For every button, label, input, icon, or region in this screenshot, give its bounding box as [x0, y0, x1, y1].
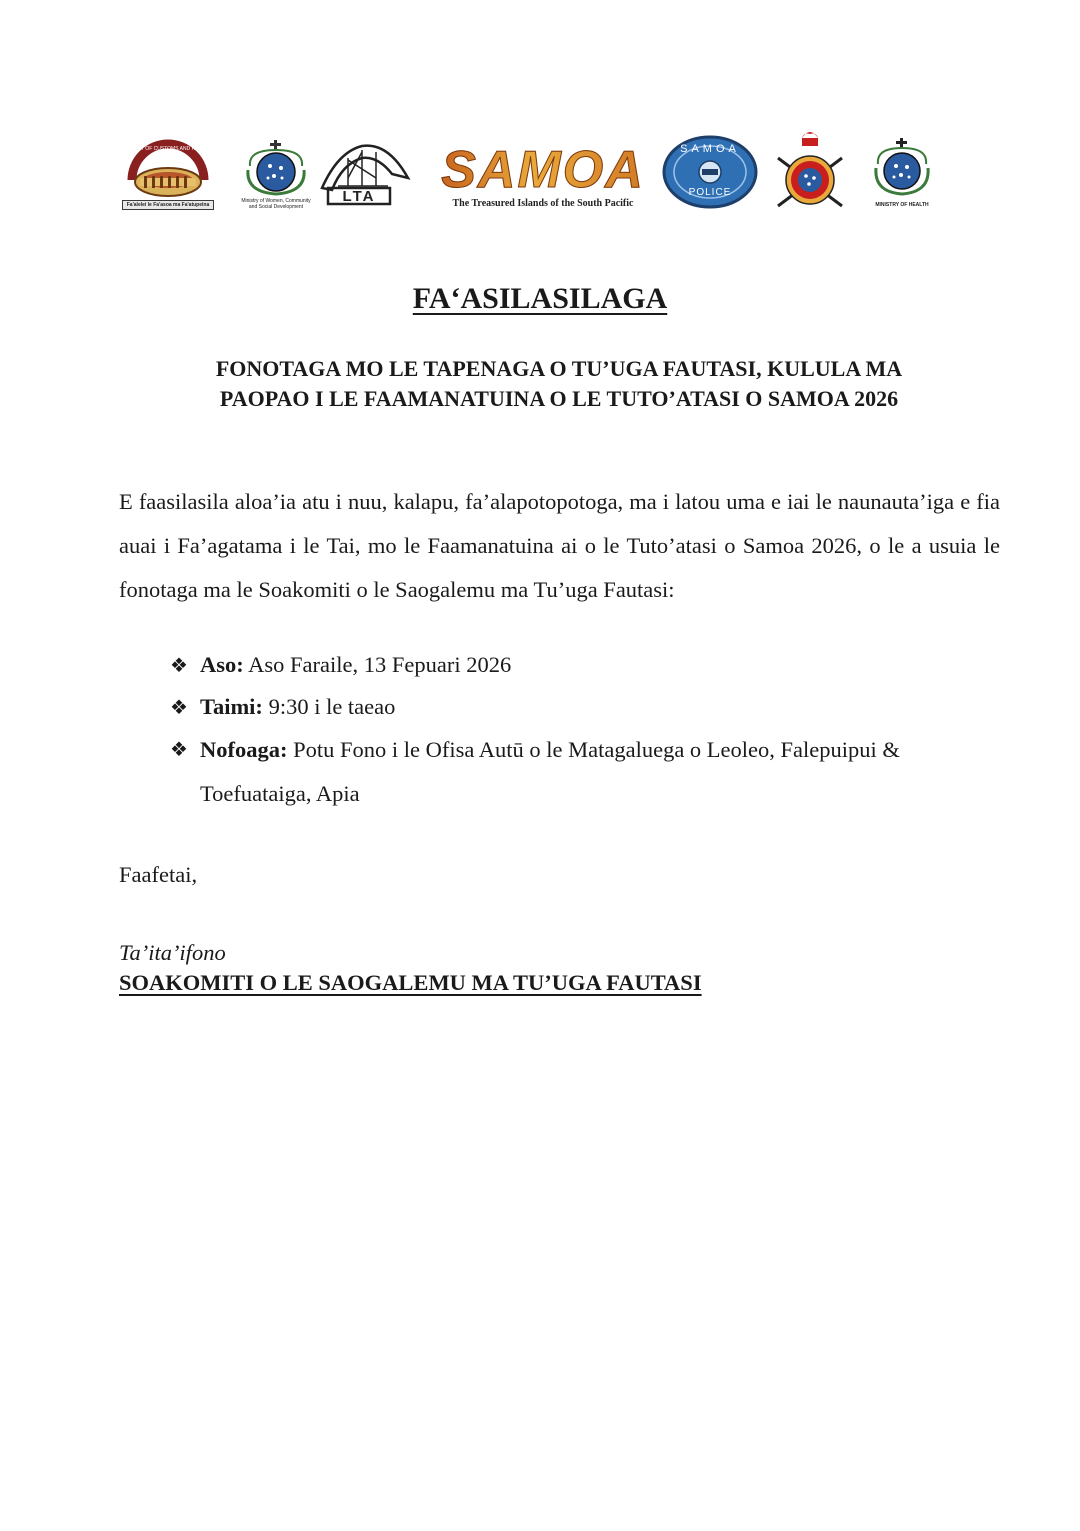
ministry-of-health-logo — [866, 138, 938, 214]
mwcsd-caption-line1: Ministry of Women, Community — [241, 198, 311, 204]
notice-title-text: FA‘ASILASILAGA — [412, 282, 668, 315]
detail-date — [170, 644, 1000, 686]
detail-venue-value-line2: Toefuataiga, Apia — [200, 781, 360, 806]
diamond-bullet-icon: ❖ — [170, 653, 188, 677]
logo-row — [118, 128, 948, 218]
detail-venue — [170, 728, 1000, 816]
customs-motto: Fa'alelei le Fa'asoa ma Fa'atupeina — [126, 202, 210, 208]
signoff-title: Ta’ita’ifono — [119, 940, 226, 965]
closing-text: Faafetai, — [119, 862, 198, 887]
detail-time — [170, 686, 1000, 728]
diamond-bullet-icon: ❖ — [170, 737, 188, 761]
notice-subtitle — [118, 354, 1000, 414]
lta-logo — [318, 138, 412, 208]
detail-time-value: 9:30 i le taeao — [268, 694, 396, 719]
detail-venue-value: Potu Fono i le Ofisa Autū o le Matagaluega o Leoleo, Falepuipui & — [293, 737, 900, 762]
ministry-women-community-logo — [236, 140, 316, 212]
lta-text: LTA — [342, 188, 376, 205]
detail-time-label: Taimi: — [200, 694, 263, 719]
detail-date-label: Aso: — [200, 652, 244, 677]
ministry-of-customs-revenue-logo — [118, 136, 218, 212]
fire-emergency-logo — [772, 128, 848, 216]
customs-top-text: MINISTRY OF CUSTOMS AND REVENUE — [120, 146, 216, 152]
notice-title — [0, 282, 1080, 316]
meeting-details-list — [170, 644, 1000, 816]
samoa-tourism-logo — [440, 141, 646, 209]
police-bottom-text: POLICE — [688, 187, 732, 198]
samoa-tagline: The Treasured Islands of the South Pacific — [452, 198, 634, 209]
samoa-police-logo — [662, 134, 758, 210]
subtitle-line-1: FONOTAGA MO LE TAPENAGA O TU’UGA FAUTASI, KULULA MA — [215, 356, 903, 381]
committee-name: SOAKOMITI O LE SAOGALEMU MA TU’UGA FAUTASI — [119, 970, 702, 995]
health-caption: MINISTRY OF HEALTH — [875, 202, 929, 208]
subtitle-line-2: PAOPAO I LE FAAMANATUINA O LE TUTO’ATASI O SAMOA 2026 — [219, 386, 899, 411]
samoa-word: SAMOA — [441, 141, 645, 199]
police-top-text: SAMOA — [680, 143, 740, 155]
detail-date-value: Aso Faraile, 13 Fepuari 2026 — [248, 652, 512, 677]
mwcsd-caption-line2: and Social Development — [248, 204, 304, 210]
diamond-bullet-icon: ❖ — [170, 695, 188, 719]
notice-body: E faasilasila aloa’ia atu i nuu, kalapu, fa’alapotopotoga, ma i latou uma e iai le naunauta’iga e fia auai i Fa’agatama i le Tai, mo le Faamanatuina ai o le Tuto’atasi o Samoa 2026, o le a usuia le fonotaga ma le Soakomiti o le Saogalemu ma Tu’uga Fautasi: — [119, 489, 1000, 602]
detail-venue-label: Nofoaga: — [200, 737, 288, 762]
